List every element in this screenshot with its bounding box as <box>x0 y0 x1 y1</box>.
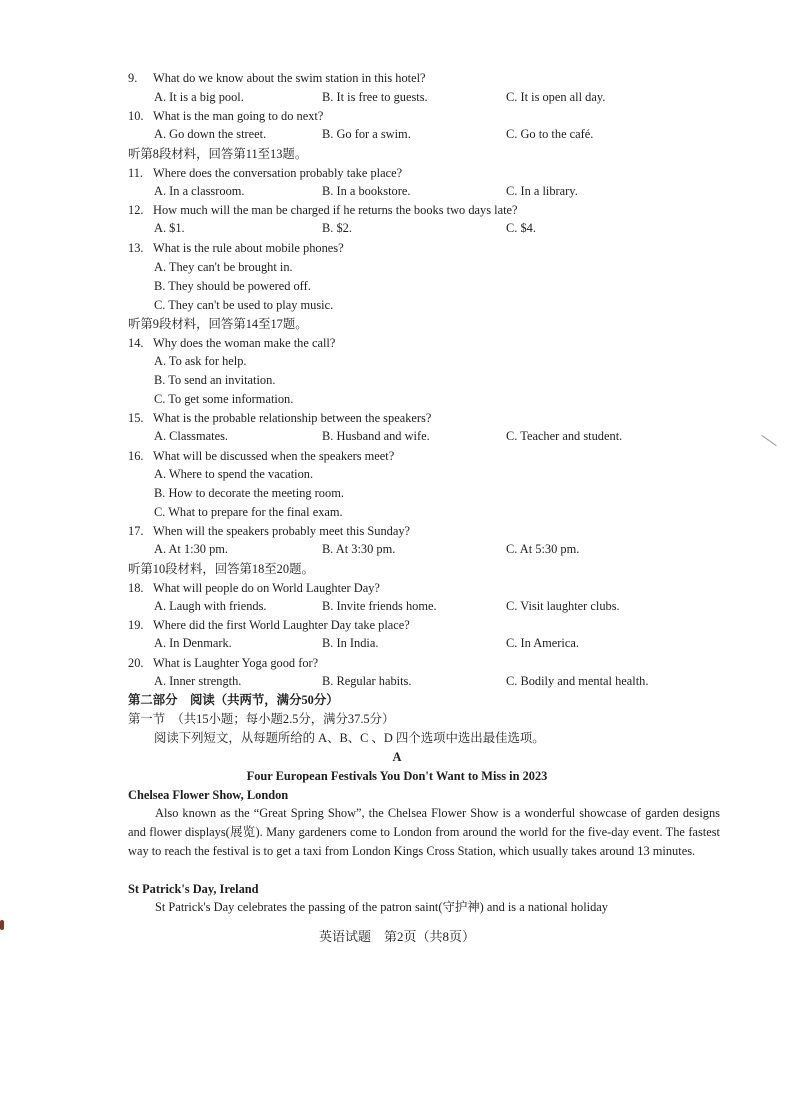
option-b: B. It is free to guests. <box>322 90 428 104</box>
question-13-stem <box>128 240 344 256</box>
question-19-stem <box>128 617 410 633</box>
question-text: Where does the conversation probably take place? <box>153 166 403 180</box>
option-c: C. Visit laughter clubs. <box>506 599 620 613</box>
subsection-1-title: Chelsea Flower Show, London <box>128 788 289 802</box>
question-number: 13. <box>128 241 144 255</box>
option-b: B. Husband and wife. <box>322 429 430 443</box>
part-2-heading: 第二部分 阅读（共两节，满分50分） <box>128 693 339 707</box>
passage-title: Four European Festivals You Don't Want to Miss in 2023 <box>246 769 548 783</box>
question-18-stem <box>128 580 380 596</box>
question-14-stem <box>128 335 335 351</box>
section-1-heading: 第一节 （共15小题；每小题2.5分，满分37.5分） <box>128 712 395 726</box>
question-13-option-c: C. They can't be used to play music. <box>154 298 334 312</box>
question-20-stem <box>128 655 318 671</box>
option-c: C. Go to the café. <box>506 127 594 141</box>
question-text: How much will the man be charged if he returns the books two days late? <box>153 203 518 217</box>
question-number: 9. <box>128 71 138 85</box>
option-a: A. Inner strength. <box>154 674 242 688</box>
section-10-instruction: 听第10段材料，回答第18至20题。 <box>128 562 314 576</box>
question-number: 20. <box>128 656 144 670</box>
option-c: C. It is open all day. <box>506 90 606 104</box>
question-16-option-a: A. Where to spend the vacation. <box>154 467 314 481</box>
question-text: When will the speakers probably meet this Sunday? <box>153 524 411 538</box>
question-text: What will be discussed when the speakers meet? <box>153 449 395 463</box>
option-b: B. Regular habits. <box>322 674 412 688</box>
reading-instruction: 阅读下列短文，从每题所给的 A、B、C 、D 四个选项中选出最佳选项。 <box>154 731 545 745</box>
option-c: C. Teacher and student. <box>506 429 623 443</box>
option-b: B. $2. <box>322 221 352 235</box>
question-13-option-b: B. They should be powered off. <box>154 279 311 293</box>
question-11-stem <box>128 165 402 181</box>
option-a: A. At 1:30 pm. <box>154 542 229 556</box>
question-text: What will people do on World Laughter Day? <box>153 581 380 595</box>
option-c: C. $4. <box>506 221 536 235</box>
question-number: 16. <box>128 449 144 463</box>
question-14-option-a: A. To ask for help. <box>154 354 247 368</box>
question-text: Why does the woman make the call? <box>153 336 336 350</box>
question-9-stem <box>128 70 426 86</box>
question-14-option-c: C. To get some information. <box>154 392 294 406</box>
question-number: 17. <box>128 524 144 538</box>
option-c: C. In America. <box>506 636 579 650</box>
option-c: C. In a library. <box>506 184 578 198</box>
option-b: B. In India. <box>322 636 379 650</box>
subsection-1-paragraph: Also known as the “Great Spring Show”, the Chelsea Flower Show is a wonderful showcase of garden designs and flower displays(展览). Many gardeners come to London from around the world for the five-day event. The fastest way to reach the festival is to get a taxi from London Kings Cross Station, which usually takes around 13 minutes. <box>128 806 720 858</box>
section-9-instruction: 听第9段材料，回答第14至17题。 <box>128 317 308 331</box>
option-c: C. Bodily and mental health. <box>506 674 649 688</box>
question-16-option-c: C. What to prepare for the final exam. <box>154 505 343 519</box>
question-text: What is the man going to do next? <box>153 109 324 123</box>
option-b: B. At 3:30 pm. <box>322 542 396 556</box>
subsection-2-paragraph: St Patrick's Day celebrates the passing of the patron saint(守护神) and is a national holiday <box>155 900 609 914</box>
question-16-option-b: B. How to decorate the meeting room. <box>154 486 344 500</box>
question-text: What is Laughter Yoga good for? <box>153 656 319 670</box>
option-a: A. Classmates. <box>154 429 228 443</box>
passage-letter: A <box>392 750 402 764</box>
question-number: 14. <box>128 336 144 350</box>
option-b: B. Go for a swim. <box>322 127 411 141</box>
subsection-2-title: St Patrick's Day, Ireland <box>128 882 259 896</box>
option-a: A. In Denmark. <box>154 636 232 650</box>
option-b: B. Invite friends home. <box>322 599 437 613</box>
page-footer: 英语试题 第2页（共8页） <box>318 929 475 944</box>
section-8-instruction: 听第8段材料，回答第11至13题。 <box>128 147 308 161</box>
scan-artifact <box>0 920 4 930</box>
question-number: 18. <box>128 581 144 595</box>
option-b: B. In a bookstore. <box>322 184 411 198</box>
question-15-stem <box>128 410 431 426</box>
question-text: What do we know about the swim station in this hotel? <box>153 71 426 85</box>
question-number: 10. <box>128 109 144 123</box>
question-text: What is the rule about mobile phones? <box>153 241 344 255</box>
option-c: C. At 5:30 pm. <box>506 542 580 556</box>
question-number: 19. <box>128 618 144 632</box>
question-text: Where did the first World Laughter Day take place? <box>153 618 410 632</box>
option-a: A. In a classroom. <box>154 184 245 198</box>
pencil-mark <box>761 435 776 446</box>
option-a: A. Laugh with friends. <box>154 599 267 613</box>
question-13-option-a: A. They can't be brought in. <box>154 260 293 274</box>
question-10-stem <box>128 108 323 124</box>
option-a: A. $1. <box>154 221 185 235</box>
question-number: 12. <box>128 203 144 217</box>
option-a: A. Go down the street. <box>154 127 267 141</box>
question-17-stem <box>128 523 410 539</box>
question-14-option-b: B. To send an invitation. <box>154 373 276 387</box>
question-12-stem <box>128 202 518 218</box>
question-number: 11. <box>128 166 144 180</box>
question-number: 15. <box>128 411 144 425</box>
option-a: A. It is a big pool. <box>154 90 244 104</box>
question-16-stem <box>128 448 394 464</box>
question-text: What is the probable relationship between the speakers? <box>153 411 432 425</box>
